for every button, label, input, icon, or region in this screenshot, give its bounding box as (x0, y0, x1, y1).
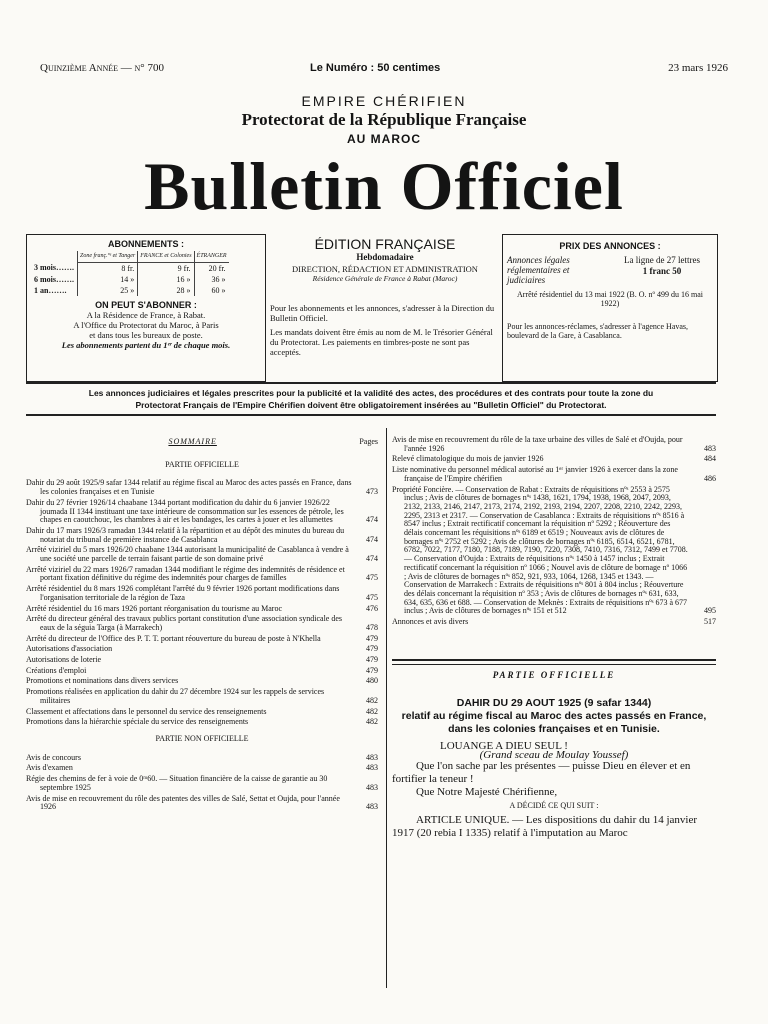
edition-title: ÉDITION FRANÇAISE (314, 236, 456, 252)
prix-annonces-box (502, 234, 718, 382)
toc-entry-page: 474 (366, 515, 378, 525)
toc-entry (392, 618, 716, 627)
col-header-etranger: ÉTRANGER (194, 251, 229, 262)
edition-block (270, 236, 500, 357)
article-paragraph: Que l'on sache par les présentes — puisse Dieu en élever et en fortifier la teneur ! (392, 759, 691, 785)
toc-entry-page: 479 (366, 644, 378, 654)
toc-entry-text: Avis d'examen (26, 763, 73, 773)
toc-entry (26, 708, 378, 717)
col-header-zone: Zone franç.ºᵉ et Tanger (78, 251, 138, 262)
legal-notice: Les annonces judiciaires et légales prescrites pour la publicité et la validité des actes, des procédures et des contrats pour toute la zone du Protectorat Français de l'Empire Chérifien doivent être obligatoirement insérées au "Bulletin Officiel" du Protectorat. (26, 382, 716, 416)
protectorat-heading: Protectorat de la République Française (241, 110, 527, 129)
issue-number: Quinzième Année — n° 700 (40, 62, 164, 74)
abonner-note: Les abonnements partent du 1ᵉʳ de chaque mois. (61, 339, 231, 350)
toc-entry-text: Arrêté du directeur de l'Office des P. T. T. portant réouverture du bureau de poste à N'Khella (26, 633, 321, 643)
toc-entry (26, 688, 378, 705)
toc-entry-text: Annonces et avis divers (392, 617, 469, 627)
toc-entry (26, 546, 378, 563)
au-maroc-heading: AU MAROC (347, 132, 421, 146)
toc-entry-text: Autorisations de loterie (26, 655, 102, 665)
abonner-title: ON PEUT S'ABONNER : (95, 299, 197, 310)
abonner-line: A l'Office du Protectorat du Maroc, à Paris (73, 319, 219, 330)
edition-mandats-note: Les mandats doivent être émis au nom de M. le Trésorier Général du Protectorat. Les paiements en timbres-poste ne sont pas acceptés. (270, 327, 493, 357)
toc-entry-page: 482 (366, 717, 378, 727)
abonnements-table (31, 251, 229, 296)
abonner-line: et dans tous les bureaux de poste. (89, 329, 203, 340)
toc-entry (392, 436, 716, 453)
toc-entry (26, 635, 378, 644)
toc-entry (26, 775, 378, 792)
toc-entry-page: 495 (704, 606, 716, 616)
toc-entry-page: 484 (704, 454, 716, 464)
edition-abonnements-note: Pour les abonnements et les annonces, s'adresser à la Direction du Bulletin Officiel. (270, 303, 495, 323)
prix-line-unit: La ligne de 27 lettres (624, 255, 700, 265)
toc-entry-text: Dahir du 29 août 1925/9 safar 1344 relatif au régime fiscal au Maroc des actes passés en France, dans les colonies françaises et en Tunisie (26, 478, 352, 497)
toc-entry (26, 795, 378, 812)
toc-entry (26, 656, 378, 665)
toc-entry-text: Autorisations d'association (26, 644, 113, 654)
toc-entry-page: 475 (366, 592, 378, 602)
edition-residence: Résidence Générale de France à Rabat (Maroc) (312, 274, 458, 283)
issue-price: Le Numéro : 50 centimes (310, 62, 441, 74)
toc-entry-page: 482 (366, 706, 378, 716)
toc-entry (26, 677, 378, 686)
toc-entry-text: Dahir du 27 février 1926/14 chaabane 1344 portant modification du dahir du 6 janvier 1926/22 joumada II 1344 instituant une taxe intérieure de consommation sur les essences de pétrole, les chapes en caoutchouc, les chambres à air et les bandages, les cartes à jouer et les allumettes (26, 497, 344, 525)
article-paragraph: ARTICLE UNIQUE. — Les dispositions du dahir du 14 janvier 1917 (20 rebia I 1335) relatif à l'imputation au Maroc (392, 813, 698, 839)
toc-entry-text: Arrêté viziriel du 5 mars 1926/20 chaabane 1344 autorisant la municipalité de Casablanca à vendre à une société une parcelle de terrain faisant partie de son domaine privé (26, 545, 349, 564)
toc-entry (26, 764, 378, 773)
toc-entry-page: 474 (366, 554, 378, 564)
section-rule (392, 659, 716, 665)
toc-entry-text: Promotions et nominations dans divers services (26, 676, 179, 686)
toc-entry (26, 479, 378, 496)
toc-entry-text: Avis de concours (26, 752, 81, 762)
table-row: 1 an……. 25 » 28 » 60 » (31, 285, 229, 296)
toc-entry-page: 479 (366, 655, 378, 665)
toc-entry-text: Arrêté résidentiel du 16 mars 1926 portant réorganisation du tourisme au Maroc (26, 603, 283, 613)
toc-entry-text: Dahir du 17 mars 1926/3 ramadan 1344 relatif à la répartition et au dépôt des minutes du bureau du notariat du tribunal de première instance de Casablanca (26, 525, 345, 544)
masthead-line (40, 62, 728, 76)
toc-entry-text: Classement et affectations dans le personnel du service des renseignements (26, 706, 267, 716)
toc-entry-text: Arrêté du directeur général des travaux publics portant constitution d'une association syndicale des eaux de la séguia Targa (à Marrakech) (26, 614, 343, 632)
edition-direction: DIRECTION, RÉDACTION ET ADMINISTRATION (292, 264, 478, 274)
toc-entry-page: 478 (366, 622, 378, 632)
toc-entry-text: Avis de mise en recouvrement du rôle de la taxe urbaine des villes de Salé et d'Oujda, pour l'année 1926 (392, 435, 683, 453)
abonner-line: A la Résidence de France, à Rabat. (86, 309, 206, 320)
toc-entry-text: Régie des chemins de fer à voie de 0ᵐ60. — Situation financière de la caisse de garantie au 30 septembre 1925 (26, 774, 328, 792)
toc-entry (26, 667, 378, 676)
toc-entry-text: Propriété Foncière. — Conservation de Rabat : Extraits de réquisitions nºˢ 2553 à 2575 inclus ; Avis de clôtures de bornages nºˢ 1438, 1621, 1794, 1938, 1968, 2047, 2093, 2132, 2133, 2146, 2147, 2173, 2174, 2192, 2193, 2194, 2207, 2208, 2210, 2242, 2293, 2295, 2313 et 2317. — Conservation de Casablanca : Extraits de réquisitions nºˢ 8516 à 8547 inclus ; Extrait rectificatif concernant la réquisition nº 5292 ; Réouverture des délais concernant les réquisitions nºˢ 6189 et 6519 ; Nouveaux avis de clôtures de bornages nºˢ 2752 et 5292 ; Avis de clôtures de bornages nºˢ 6185, 6514, 6521, 6781, 6782, 7022, 7177, 7180, 7188, 7189, 7190, 7220, 7308, 7410, 7316, 7312, 7499 et 7708. — Conservation d'Oujda : Extraits de réquisitions nºˢ 1450 à 1457 inclus ; Extrait rectificatif concernant la réquisition nº 1066 ; Nouvel avis de clôture de bornage nº 1066 ; Avis de clôtures de bornages nºˢ 852, 921, 933, 1064, 1268, 1345 et 1343. — Conservation de Marrakech : Extraits de réquisitions nºˢ 801 à 804 inclus ; Réouverture des délais concernant la réquisition nº 353 ; Avis de clôtures de bornages nºˢ 631, 633, 634, 635, 636 et 688. — Conservation de Meknès : Extraits de réquisitions nºˢ 673 à 677 inclus ; Avis de clôtures de bornages nºˢ 151 et 512 (392, 484, 688, 616)
toc-entry-page: 486 (704, 473, 716, 483)
table-row: 3 mois……. 8 fr. 9 fr. 20 fr. (31, 262, 229, 274)
toc-entry (392, 455, 716, 464)
empire-heading: EMPIRE CHÉRIFIEN (301, 93, 467, 109)
col-header-france: FRANCE et Colonies (138, 251, 194, 262)
toc-entry (392, 466, 716, 483)
toc-entry-page: 517 (704, 617, 716, 627)
toc-entry-page: 479 (366, 633, 378, 643)
toc-entry-page: 483 (366, 782, 378, 792)
sceau: (Grand sceau de Moulay Youssef) (479, 749, 629, 762)
dahir-title: DAHIR DU 29 AOUT 1925 (9 safar 1344) (456, 697, 652, 710)
toc-entry-page: 483 (366, 802, 378, 812)
toc-entry (26, 585, 378, 602)
article-paragraph: Que Notre Majesté Chérifienne, (416, 785, 558, 798)
toc-entry-page: 479 (366, 665, 378, 675)
toc-entry-text: Promotions réalisées en application du dahir du 27 décembre 1924 sur les rappels de services militaires (26, 687, 325, 705)
abonnements-title: ABONNEMENTS : (108, 239, 184, 249)
edition-frequency: Hebdomadaire (356, 252, 414, 262)
table-row: 6 mois……. 14 » 16 » 36 » (31, 274, 229, 285)
toc-entry-page: 483 (366, 763, 378, 773)
prix-arrete: Arrêté résidentiel du 13 mai 1922 (B. O. nº 499 du 16 mai 1922) (517, 290, 703, 308)
toc-entry-page: 474 (366, 534, 378, 544)
prix-title: PRIX DES ANNONCES : (559, 241, 661, 251)
partie-officielle-heading: PARTIE OFFICIELLE (165, 459, 239, 469)
sommaire-left-column (26, 438, 378, 814)
toc-entry-text: Avis de mise en recouvrement du rôle des patentes des villes de Salé, Settat et Oujda, pour l'année 1926 (26, 793, 340, 812)
toc-entry-page: 475 (366, 573, 378, 583)
toc-entry-page: 482 (366, 695, 378, 705)
prix-annonces-type: Annonces légales réglementaires et judiciaires (507, 255, 570, 285)
pages-label: Pages (359, 437, 378, 446)
toc-entry (26, 718, 378, 727)
toc-entry-page: 480 (366, 676, 378, 686)
toc-entry (26, 615, 378, 632)
prix-amount: 1 franc 50 (642, 266, 682, 276)
dahir-subtitle: relatif au régime fiscal au Maroc des actes passés en France, dans les colonies françaises et en Tunisie. (401, 710, 707, 736)
toc-entry-text: Relevé climatologique du mois de janvier 1926 (392, 454, 544, 464)
a-decide: A DÉCIDÉ CE QUI SUIT : (509, 800, 599, 810)
partie-officielle-section-title: PARTIE OFFICIELLE (492, 669, 616, 680)
prix-reclames: Pour les annonces-réclames, s'adresser à l'agence Havas, boulevard de la Gare, à Casablanca. (507, 322, 689, 340)
toc-entry (26, 499, 378, 525)
louange: LOUANGE A DIEU SEUL ! (440, 740, 568, 753)
right-column (392, 436, 716, 840)
toc-entry-text: Promotions dans la hiérarchie spéciale du service des renseignements (26, 717, 249, 727)
toc-entry-text: Créations d'emploi (26, 665, 87, 675)
toc-entry (26, 527, 378, 544)
toc-entry-text: Arrêté viziriel du 22 mars 1926/7 ramadan 1344 modifiant le régime des indemnités de résidence et portant fixation définitive du régime des indemnités pour charges de familles (26, 564, 345, 583)
toc-entry (26, 754, 378, 763)
toc-entry (26, 645, 378, 654)
toc-entry-page: 483 (704, 443, 716, 453)
toc-entry (26, 605, 378, 614)
toc-entry-text: Arrêté résidentiel du 8 mars 1926 complétant l'arrêté du 9 février 1926 portant modifications dans l'organisation territoriale de la région de Taza (26, 584, 340, 602)
newspaper-title: Bulletin Officiel (144, 148, 624, 224)
abonnements-box (26, 234, 266, 382)
toc-entry (26, 566, 378, 583)
partie-non-officielle-heading: PARTIE NON OFFICIELLE (155, 733, 249, 743)
toc-entry-page: 473 (366, 487, 378, 497)
toc-entry-text: Liste nominative du personnel médical autorisé au 1ᵉʳ janvier 1926 à exercer dans la zone française de l'Empire chérifien (392, 465, 678, 483)
column-divider (386, 428, 387, 988)
toc-entry-page: 483 (366, 752, 378, 762)
issue-date: 23 mars 1926 (668, 62, 728, 74)
sommaire-title: SOMMAIRE (168, 437, 217, 446)
toc-entry-page: 476 (366, 603, 378, 613)
toc-entry (392, 486, 716, 617)
